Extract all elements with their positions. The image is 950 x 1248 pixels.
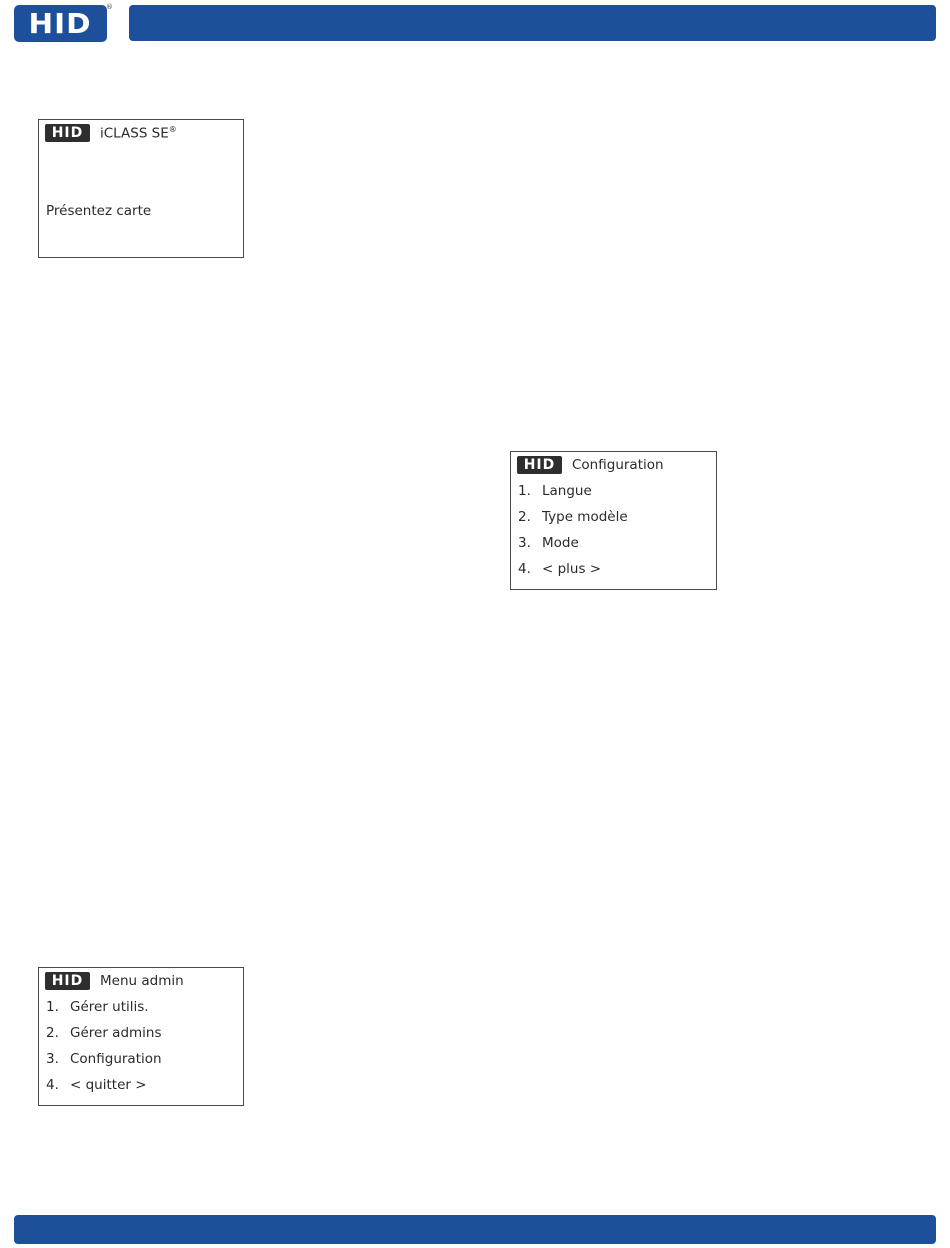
badge-text: HID — [523, 457, 556, 473]
hid-logo — [14, 5, 107, 42]
menu-item-label: < plus > — [542, 561, 602, 577]
screen-header — [45, 124, 177, 142]
menu-item-number: 4. — [46, 1077, 59, 1093]
badge-text: HID — [51, 973, 84, 989]
menu-item-manage-admins[interactable] — [46, 1025, 162, 1051]
menu-item-number: 1. — [518, 483, 531, 499]
registered-mark: ® — [106, 3, 113, 11]
menu-item-more[interactable] — [518, 561, 628, 587]
configuration-menu — [518, 483, 628, 587]
screen-title: Configuration — [572, 457, 664, 473]
badge-text: HID — [51, 125, 84, 141]
menu-item-number: 3. — [46, 1051, 59, 1067]
title-registered-mark: ® — [168, 124, 177, 134]
footer-bar — [14, 1215, 936, 1244]
menu-item-number: 3. — [518, 535, 531, 551]
hid-badge — [517, 456, 562, 474]
screen-title: Menu admin — [100, 973, 184, 989]
menu-item-number: 2. — [46, 1025, 59, 1041]
menu-item-label: Gérer admins — [70, 1025, 162, 1041]
logo-text: HID — [28, 7, 93, 40]
menu-item-label: Langue — [542, 483, 592, 499]
screen-header — [517, 456, 664, 474]
screen-title — [100, 125, 177, 142]
menu-item-number: 4. — [518, 561, 531, 577]
menu-item-configuration[interactable] — [46, 1051, 162, 1077]
hid-badge — [45, 972, 90, 990]
menu-item-number: 2. — [518, 509, 531, 525]
header-bar — [129, 5, 936, 41]
menu-item-quit[interactable] — [46, 1077, 162, 1103]
menu-item-mode[interactable] — [518, 535, 628, 561]
present-card-prompt: Présentez carte — [46, 203, 152, 219]
hid-badge — [45, 124, 90, 142]
menu-item-manage-users[interactable] — [46, 999, 162, 1025]
configuration-screen — [510, 451, 717, 590]
menu-item-model-type[interactable] — [518, 509, 628, 535]
admin-menu-screen — [38, 967, 244, 1106]
screen-header — [45, 972, 184, 990]
menu-item-label: Gérer utilis. — [70, 999, 149, 1015]
screen-title-text: iCLASS SE — [100, 125, 169, 142]
menu-item-label: < quitter > — [70, 1077, 147, 1093]
menu-item-language[interactable] — [518, 483, 628, 509]
menu-item-label: Mode — [542, 535, 579, 551]
admin-menu — [46, 999, 162, 1103]
menu-item-label: Type modèle — [542, 509, 628, 525]
idle-screen — [38, 119, 244, 258]
menu-item-number: 1. — [46, 999, 59, 1015]
menu-item-label: Configuration — [70, 1051, 162, 1067]
